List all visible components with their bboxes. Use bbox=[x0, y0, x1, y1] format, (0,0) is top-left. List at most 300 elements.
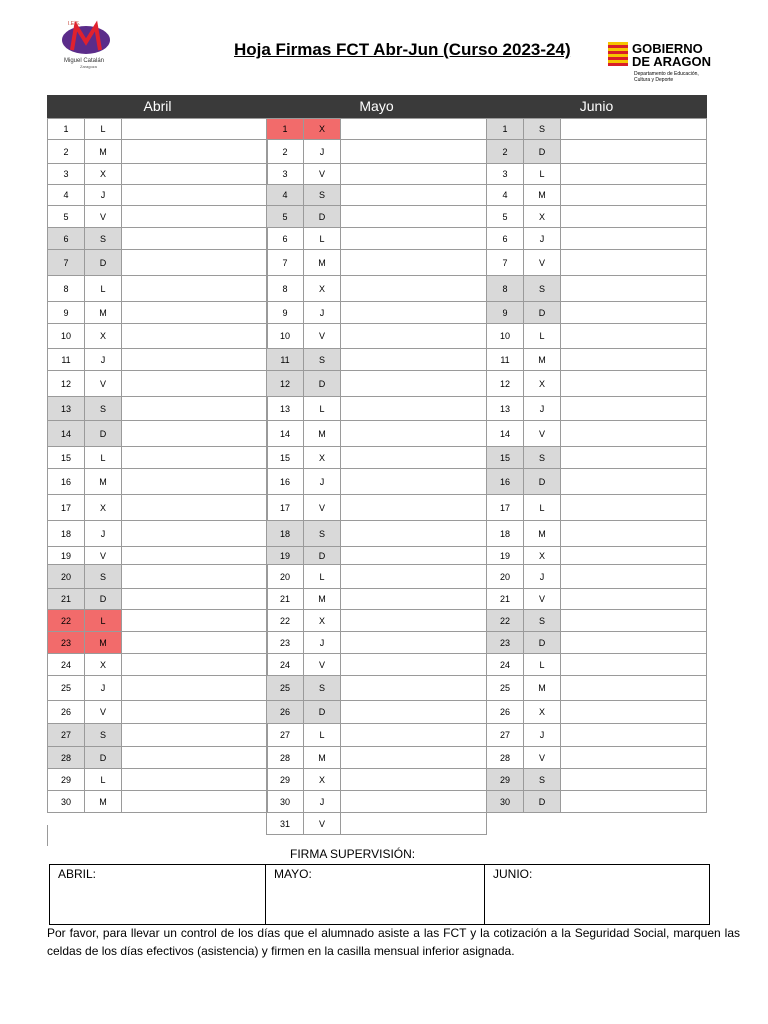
gov-logo-dept2: Cultura y Deporte bbox=[634, 77, 674, 83]
attendance-cell[interactable] bbox=[561, 276, 707, 302]
attendance-cell[interactable] bbox=[122, 565, 268, 589]
weekday-letter: V bbox=[85, 547, 122, 565]
school-logo-top-text: I.E.S. bbox=[68, 21, 81, 27]
weekday-letter: S bbox=[304, 349, 341, 371]
day-number: 29 bbox=[48, 769, 85, 791]
attendance-cell[interactable] bbox=[561, 654, 707, 676]
weekday-letter: S bbox=[85, 228, 122, 250]
day-number: 1 bbox=[487, 119, 524, 140]
day-row bbox=[487, 495, 707, 521]
weekday-letter: L bbox=[85, 276, 122, 302]
attendance-cell[interactable] bbox=[341, 547, 487, 565]
weekday-letter: S bbox=[524, 447, 561, 469]
weekday-letter: X bbox=[85, 164, 122, 185]
day-number: 24 bbox=[267, 654, 304, 676]
day-number: 30 bbox=[487, 791, 524, 813]
day-number: 17 bbox=[48, 495, 85, 521]
day-number: 23 bbox=[48, 632, 85, 654]
day-row bbox=[267, 769, 487, 791]
day-number: 6 bbox=[48, 228, 85, 250]
weekday-letter: J bbox=[304, 302, 341, 324]
day-number: 5 bbox=[267, 206, 304, 228]
day-number: 9 bbox=[487, 302, 524, 324]
day-row bbox=[487, 469, 707, 495]
day-number: 5 bbox=[487, 206, 524, 228]
signature-box-april[interactable]: ABRIL: bbox=[50, 865, 266, 924]
day-row bbox=[487, 302, 707, 324]
weekday-letter: X bbox=[304, 447, 341, 469]
day-number: 28 bbox=[487, 747, 524, 769]
attendance-cell[interactable] bbox=[341, 632, 487, 654]
day-number: 3 bbox=[487, 164, 524, 185]
attendance-cell[interactable] bbox=[341, 349, 487, 371]
day-number: 27 bbox=[48, 724, 85, 747]
attendance-cell[interactable] bbox=[122, 250, 268, 276]
attendance-cell[interactable] bbox=[341, 701, 487, 724]
day-number: 7 bbox=[48, 250, 85, 276]
day-number: 7 bbox=[487, 250, 524, 276]
attendance-cell[interactable] bbox=[561, 724, 707, 747]
signature-box-may[interactable]: MAYO: bbox=[266, 865, 485, 924]
attendance-cell[interactable] bbox=[122, 140, 268, 164]
weekday-letter: X bbox=[524, 206, 561, 228]
weekday-letter: J bbox=[85, 676, 122, 701]
day-row bbox=[487, 547, 707, 565]
attendance-cell[interactable] bbox=[122, 769, 268, 791]
day-number: 21 bbox=[487, 589, 524, 610]
attendance-cell[interactable] bbox=[341, 610, 487, 632]
day-number: 29 bbox=[267, 769, 304, 791]
day-number: 30 bbox=[267, 791, 304, 813]
weekday-letter: X bbox=[524, 701, 561, 724]
weekday-letter: J bbox=[304, 632, 341, 654]
weekday-letter: D bbox=[304, 701, 341, 724]
day-number: 25 bbox=[267, 676, 304, 701]
attendance-cell[interactable] bbox=[561, 302, 707, 324]
attendance-cell[interactable] bbox=[122, 164, 268, 185]
weekday-letter: X bbox=[304, 119, 341, 140]
attendance-cell[interactable] bbox=[341, 164, 487, 185]
attendance-cell[interactable] bbox=[122, 447, 268, 469]
weekday-letter: M bbox=[304, 421, 341, 447]
weekday-letter: M bbox=[304, 589, 341, 610]
attendance-cell[interactable] bbox=[561, 228, 707, 250]
supervision-signature-boxes bbox=[49, 864, 710, 925]
day-number: 19 bbox=[487, 547, 524, 565]
day-number: 9 bbox=[267, 302, 304, 324]
attendance-cell[interactable] bbox=[561, 747, 707, 769]
attendance-cell[interactable] bbox=[341, 421, 487, 447]
weekday-letter: L bbox=[85, 447, 122, 469]
weekday-letter: X bbox=[85, 495, 122, 521]
attendance-cell[interactable] bbox=[561, 701, 707, 724]
day-row bbox=[48, 324, 268, 349]
day-number: 8 bbox=[487, 276, 524, 302]
day-row bbox=[267, 164, 487, 185]
weekday-letter: M bbox=[524, 185, 561, 206]
weekday-letter: V bbox=[304, 495, 341, 521]
day-row bbox=[48, 206, 268, 228]
day-number: 1 bbox=[267, 119, 304, 140]
day-number: 8 bbox=[267, 276, 304, 302]
attendance-cell[interactable] bbox=[341, 469, 487, 495]
attendance-cell[interactable] bbox=[122, 724, 268, 747]
weekday-letter: S bbox=[524, 610, 561, 632]
weekday-letter: M bbox=[85, 632, 122, 654]
day-row bbox=[48, 589, 268, 610]
day-number: 20 bbox=[48, 565, 85, 589]
day-row bbox=[487, 632, 707, 654]
day-number: 12 bbox=[267, 371, 304, 397]
day-row bbox=[487, 676, 707, 701]
month-june bbox=[486, 95, 707, 813]
day-row bbox=[487, 397, 707, 421]
instructions-note: Por favor, para llevar un control de los días que el alumnado asiste a las FCT y la cotización a la Seguridad Social, marquen las celdas de los días efectivos (asistencia) y firmen en la casilla mensual inferior asignada. bbox=[47, 926, 740, 958]
day-row bbox=[48, 421, 268, 447]
attendance-cell[interactable] bbox=[122, 495, 268, 521]
day-row bbox=[267, 371, 487, 397]
day-row bbox=[267, 565, 487, 589]
attendance-cell[interactable] bbox=[561, 676, 707, 701]
attendance-cell[interactable] bbox=[341, 119, 487, 140]
day-number: 23 bbox=[487, 632, 524, 654]
day-number: 7 bbox=[267, 250, 304, 276]
day-number: 27 bbox=[267, 724, 304, 747]
attendance-cell[interactable] bbox=[122, 589, 268, 610]
attendance-cell[interactable] bbox=[561, 119, 707, 140]
day-number: 21 bbox=[48, 589, 85, 610]
weekday-letter: V bbox=[304, 813, 341, 835]
table-extension-line bbox=[47, 825, 48, 846]
day-number: 16 bbox=[48, 469, 85, 495]
day-number: 17 bbox=[487, 495, 524, 521]
weekday-letter: D bbox=[524, 302, 561, 324]
attendance-cell[interactable] bbox=[122, 676, 268, 701]
day-row bbox=[267, 397, 487, 421]
day-number: 18 bbox=[487, 521, 524, 547]
weekday-letter: L bbox=[304, 228, 341, 250]
attendance-cell[interactable] bbox=[561, 185, 707, 206]
attendance-cell[interactable] bbox=[122, 185, 268, 206]
attendance-cell[interactable] bbox=[122, 654, 268, 676]
attendance-cell[interactable] bbox=[561, 632, 707, 654]
day-number: 4 bbox=[487, 185, 524, 206]
weekday-letter: V bbox=[304, 164, 341, 185]
day-number: 29 bbox=[487, 769, 524, 791]
signature-box-june[interactable]: JUNIO: bbox=[493, 867, 533, 881]
day-number: 26 bbox=[267, 701, 304, 724]
weekday-letter: D bbox=[85, 747, 122, 769]
attendance-cell[interactable] bbox=[561, 447, 707, 469]
day-number: 28 bbox=[267, 747, 304, 769]
attendance-cell[interactable] bbox=[122, 701, 268, 724]
day-number: 2 bbox=[48, 140, 85, 164]
attendance-cell[interactable] bbox=[561, 206, 707, 228]
day-number: 22 bbox=[487, 610, 524, 632]
attendance-cell[interactable] bbox=[122, 397, 268, 421]
day-row bbox=[267, 676, 487, 701]
attendance-cell[interactable] bbox=[561, 371, 707, 397]
day-row bbox=[267, 747, 487, 769]
attendance-cell[interactable] bbox=[561, 324, 707, 349]
day-row bbox=[487, 654, 707, 676]
day-number: 12 bbox=[487, 371, 524, 397]
weekday-letter: L bbox=[524, 324, 561, 349]
attendance-cell[interactable] bbox=[341, 397, 487, 421]
weekday-letter: X bbox=[524, 547, 561, 565]
attendance-cell[interactable] bbox=[341, 589, 487, 610]
day-row bbox=[48, 632, 268, 654]
day-number: 14 bbox=[48, 421, 85, 447]
attendance-cell[interactable] bbox=[561, 397, 707, 421]
attendance-cell[interactable] bbox=[122, 791, 268, 813]
weekday-letter: S bbox=[85, 724, 122, 747]
day-number: 31 bbox=[267, 813, 304, 835]
day-row bbox=[487, 589, 707, 610]
weekday-letter: S bbox=[304, 676, 341, 701]
day-row bbox=[487, 701, 707, 724]
day-row bbox=[487, 421, 707, 447]
attendance-cell[interactable] bbox=[122, 206, 268, 228]
attendance-cell[interactable] bbox=[341, 747, 487, 769]
day-row bbox=[267, 469, 487, 495]
month-header: Abril bbox=[47, 95, 268, 118]
attendance-cell[interactable] bbox=[122, 276, 268, 302]
attendance-cell[interactable] bbox=[341, 324, 487, 349]
day-number: 24 bbox=[48, 654, 85, 676]
attendance-cell[interactable] bbox=[561, 164, 707, 185]
attendance-cell[interactable] bbox=[122, 119, 268, 140]
attendance-cell[interactable] bbox=[341, 724, 487, 747]
weekday-letter: J bbox=[304, 140, 341, 164]
day-number: 8 bbox=[48, 276, 85, 302]
weekday-letter: L bbox=[304, 397, 341, 421]
attendance-cell[interactable] bbox=[341, 228, 487, 250]
attendance-cell[interactable] bbox=[122, 371, 268, 397]
attendance-cell[interactable] bbox=[561, 521, 707, 547]
attendance-cell[interactable] bbox=[341, 276, 487, 302]
day-number: 5 bbox=[48, 206, 85, 228]
attendance-cell[interactable] bbox=[561, 610, 707, 632]
aragon-flag-icon bbox=[608, 42, 628, 66]
attendance-cell[interactable] bbox=[341, 371, 487, 397]
weekday-letter: L bbox=[85, 610, 122, 632]
attendance-cell[interactable] bbox=[341, 206, 487, 228]
weekday-letter: J bbox=[85, 521, 122, 547]
day-row bbox=[267, 701, 487, 724]
weekday-letter: V bbox=[85, 206, 122, 228]
day-row bbox=[487, 324, 707, 349]
attendance-cell[interactable] bbox=[341, 447, 487, 469]
day-row bbox=[487, 565, 707, 589]
weekday-letter: M bbox=[304, 250, 341, 276]
weekday-letter: X bbox=[304, 276, 341, 302]
day-row bbox=[48, 276, 268, 302]
weekday-letter: D bbox=[524, 791, 561, 813]
attendance-cell[interactable] bbox=[341, 250, 487, 276]
day-number: 4 bbox=[48, 185, 85, 206]
weekday-letter: V bbox=[304, 654, 341, 676]
attendance-cell[interactable] bbox=[561, 565, 707, 589]
day-number: 13 bbox=[267, 397, 304, 421]
weekday-letter: D bbox=[85, 250, 122, 276]
day-number: 3 bbox=[267, 164, 304, 185]
attendance-cell[interactable] bbox=[561, 469, 707, 495]
weekday-letter: J bbox=[524, 397, 561, 421]
day-row bbox=[267, 521, 487, 547]
attendance-cell[interactable] bbox=[122, 547, 268, 565]
weekday-letter: J bbox=[304, 469, 341, 495]
day-row bbox=[487, 747, 707, 769]
day-number: 24 bbox=[487, 654, 524, 676]
attendance-cell[interactable] bbox=[561, 769, 707, 791]
weekday-letter: V bbox=[85, 701, 122, 724]
day-row bbox=[267, 349, 487, 371]
attendance-cell[interactable] bbox=[122, 228, 268, 250]
day-number: 6 bbox=[267, 228, 304, 250]
day-number: 6 bbox=[487, 228, 524, 250]
attendance-cell[interactable] bbox=[122, 469, 268, 495]
attendance-cell[interactable] bbox=[122, 349, 268, 371]
attendance-cell[interactable] bbox=[341, 495, 487, 521]
attendance-cell[interactable] bbox=[341, 654, 487, 676]
weekday-letter: M bbox=[524, 521, 561, 547]
day-row bbox=[487, 769, 707, 791]
weekday-letter: V bbox=[524, 589, 561, 610]
day-row bbox=[267, 495, 487, 521]
weekday-letter: S bbox=[304, 521, 341, 547]
month-april bbox=[47, 95, 268, 813]
day-number: 27 bbox=[487, 724, 524, 747]
day-row bbox=[48, 724, 268, 747]
day-row bbox=[487, 185, 707, 206]
weekday-letter: D bbox=[85, 589, 122, 610]
day-row bbox=[487, 521, 707, 547]
day-row bbox=[487, 206, 707, 228]
weekday-letter: J bbox=[524, 565, 561, 589]
day-number: 10 bbox=[48, 324, 85, 349]
month-may bbox=[266, 95, 487, 835]
day-number: 15 bbox=[267, 447, 304, 469]
day-number: 30 bbox=[48, 791, 85, 813]
weekday-letter: M bbox=[85, 140, 122, 164]
weekday-letter: L bbox=[524, 654, 561, 676]
day-row bbox=[267, 324, 487, 349]
month-header: Junio bbox=[486, 95, 707, 118]
day-number: 12 bbox=[48, 371, 85, 397]
day-row bbox=[48, 676, 268, 701]
attendance-cell[interactable] bbox=[341, 791, 487, 813]
day-row bbox=[48, 302, 268, 324]
weekday-letter: M bbox=[304, 747, 341, 769]
attendance-cell[interactable] bbox=[341, 302, 487, 324]
attendance-cell[interactable] bbox=[122, 324, 268, 349]
attendance-cell[interactable] bbox=[561, 421, 707, 447]
day-row bbox=[48, 250, 268, 276]
weekday-letter: X bbox=[524, 371, 561, 397]
attendance-cell[interactable] bbox=[341, 769, 487, 791]
day-row bbox=[48, 521, 268, 547]
day-row bbox=[267, 724, 487, 747]
day-number: 11 bbox=[267, 349, 304, 371]
day-number: 13 bbox=[48, 397, 85, 421]
day-row bbox=[48, 349, 268, 371]
attendance-cell[interactable] bbox=[341, 521, 487, 547]
attendance-cell[interactable] bbox=[341, 565, 487, 589]
weekday-letter: M bbox=[524, 349, 561, 371]
day-row bbox=[48, 185, 268, 206]
attendance-cell[interactable] bbox=[122, 610, 268, 632]
weekday-letter: J bbox=[524, 724, 561, 747]
attendance-cell[interactable] bbox=[122, 747, 268, 769]
day-number: 1 bbox=[48, 119, 85, 140]
supervision-label: FIRMA SUPERVISIÓN: bbox=[290, 847, 416, 861]
day-row bbox=[48, 769, 268, 791]
day-number: 25 bbox=[48, 676, 85, 701]
day-row bbox=[487, 371, 707, 397]
day-number: 18 bbox=[267, 521, 304, 547]
weekday-letter: J bbox=[524, 228, 561, 250]
attendance-cell[interactable] bbox=[122, 632, 268, 654]
day-number: 21 bbox=[267, 589, 304, 610]
weekday-letter: V bbox=[304, 324, 341, 349]
weekday-letter: V bbox=[524, 250, 561, 276]
gov-logo-dept1: Departamento de Educación, bbox=[634, 71, 699, 77]
weekday-letter: S bbox=[524, 769, 561, 791]
day-row bbox=[267, 654, 487, 676]
day-row bbox=[487, 610, 707, 632]
day-number: 2 bbox=[267, 140, 304, 164]
day-number: 18 bbox=[48, 521, 85, 547]
day-row bbox=[48, 701, 268, 724]
weekday-letter: S bbox=[85, 565, 122, 589]
day-number: 25 bbox=[487, 676, 524, 701]
day-number: 11 bbox=[48, 349, 85, 371]
day-row bbox=[487, 119, 707, 140]
weekday-letter: L bbox=[304, 565, 341, 589]
weekday-letter: L bbox=[304, 724, 341, 747]
day-row bbox=[267, 119, 487, 140]
attendance-cell[interactable] bbox=[561, 495, 707, 521]
day-row bbox=[487, 349, 707, 371]
weekday-letter: L bbox=[524, 495, 561, 521]
attendance-cell[interactable] bbox=[561, 140, 707, 164]
attendance-cell[interactable] bbox=[341, 813, 487, 835]
attendance-cell[interactable] bbox=[341, 185, 487, 206]
attendance-cell[interactable] bbox=[561, 547, 707, 565]
day-number: 16 bbox=[487, 469, 524, 495]
attendance-cell[interactable] bbox=[561, 349, 707, 371]
weekday-letter: D bbox=[85, 421, 122, 447]
day-number: 3 bbox=[48, 164, 85, 185]
day-row bbox=[48, 397, 268, 421]
attendance-cell[interactable] bbox=[341, 676, 487, 701]
attendance-cell[interactable] bbox=[561, 250, 707, 276]
weekday-letter: M bbox=[85, 302, 122, 324]
attendance-cell[interactable] bbox=[561, 791, 707, 813]
day-row bbox=[48, 610, 268, 632]
attendance-cell[interactable] bbox=[122, 521, 268, 547]
attendance-cell[interactable] bbox=[341, 140, 487, 164]
day-row bbox=[267, 589, 487, 610]
day-row bbox=[48, 140, 268, 164]
attendance-cell[interactable] bbox=[122, 421, 268, 447]
attendance-cell[interactable] bbox=[122, 302, 268, 324]
attendance-cell[interactable] bbox=[561, 589, 707, 610]
day-row bbox=[267, 421, 487, 447]
weekday-letter: X bbox=[85, 654, 122, 676]
weekday-letter: X bbox=[304, 610, 341, 632]
